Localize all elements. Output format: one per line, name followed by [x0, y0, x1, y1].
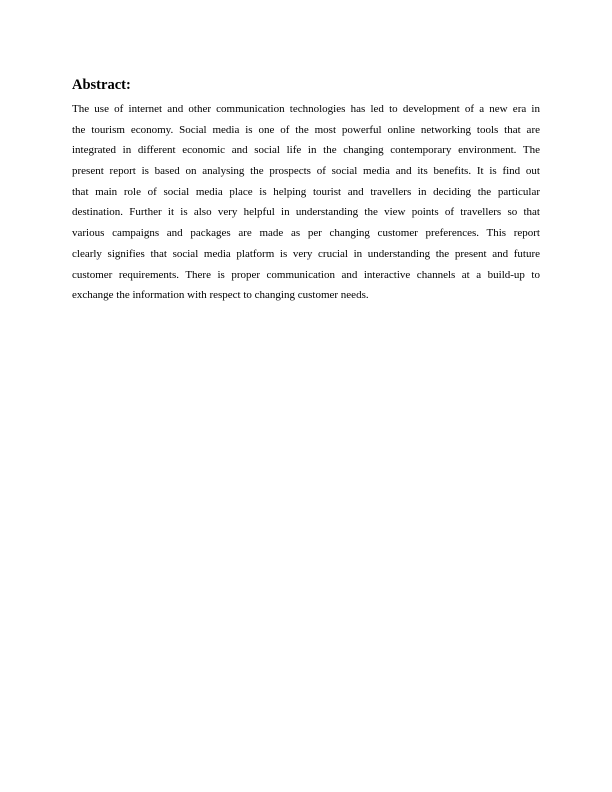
abstract-heading: Abstract: [72, 77, 131, 93]
paragraph-line: various campaigns and packages are made as per changing customer preferences. This report [72, 227, 540, 240]
paragraph-line: customer requirements. There is proper communication and interactive channels at a build-up to [72, 268, 540, 281]
abstract-paragraph [72, 99, 540, 306]
paragraph-line: present report is based on analysing the prospects of social media and its benefits. It is find out [72, 165, 540, 178]
paragraph-line: the tourism economy. Social media is one of the most powerful online networking tools that are [72, 123, 540, 136]
paragraph-line: exchange the information with respect to changing customer needs. [72, 289, 369, 302]
paragraph-line: clearly signifies that social media platform is very crucial in understanding the present and future [72, 247, 540, 260]
paragraph-line: destination. Further it is also very helpful in understanding the view points of travellers so that [72, 206, 540, 219]
paragraph-line: integrated in different economic and social life in the changing contemporary environment. The [72, 144, 540, 157]
paragraph-line: that main role of social media place is helping tourist and travellers in deciding the particular [72, 185, 540, 198]
paragraph-line: The use of internet and other communication technologies has led to development of a new era in [72, 103, 540, 115]
